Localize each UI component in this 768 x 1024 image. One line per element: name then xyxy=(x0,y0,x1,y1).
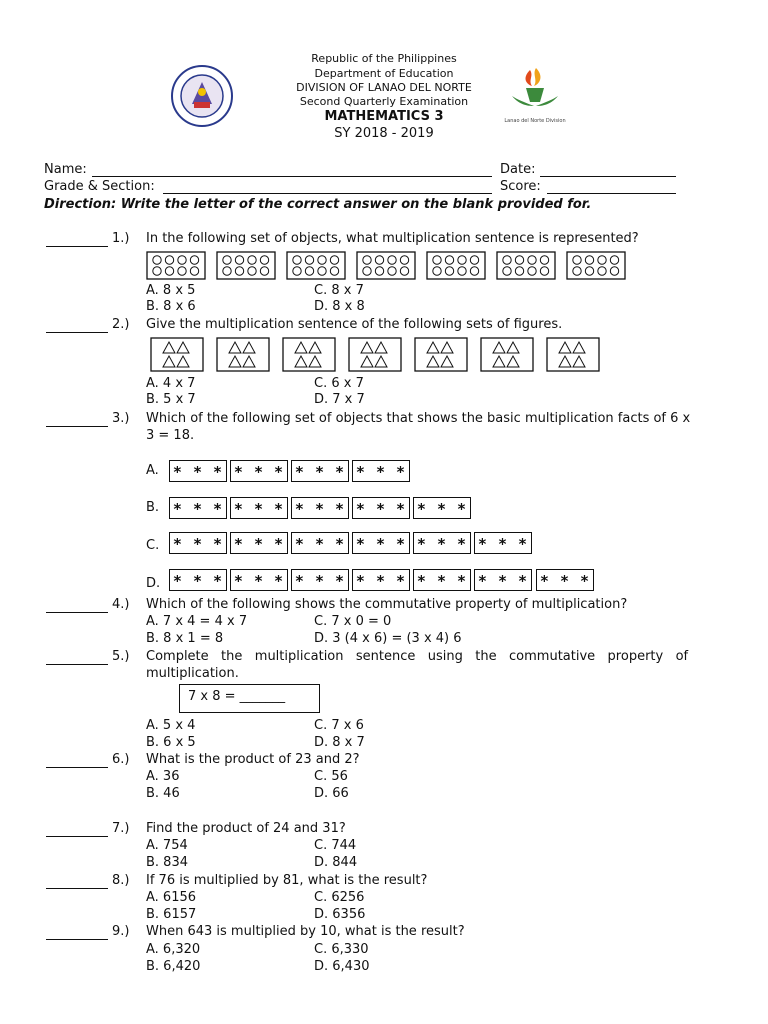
triangle-object xyxy=(361,342,373,353)
circle-object xyxy=(598,256,606,264)
q8-option-b: B. 6157 xyxy=(146,907,197,922)
q6-option-b: B. 46 xyxy=(146,786,180,801)
question-text-3-cont: 3 = 18. xyxy=(146,428,195,443)
triangle-object xyxy=(559,356,571,367)
triangle-object xyxy=(493,356,505,367)
circle-group-5 xyxy=(427,252,485,279)
circle-object xyxy=(433,256,441,264)
circle-object xyxy=(153,256,161,264)
circle-object xyxy=(248,256,256,264)
circle-object xyxy=(165,267,173,275)
q3-a-star-box: * * * xyxy=(352,460,410,482)
question-number-1: 1.) xyxy=(112,231,130,246)
q9-option-c: C. 6,330 xyxy=(314,942,369,957)
circle-object xyxy=(318,267,326,275)
triangle-object xyxy=(295,342,307,353)
circle-object xyxy=(400,256,408,264)
triangle-object xyxy=(229,342,241,353)
circle-object xyxy=(223,256,231,264)
q4-option-c: C. 7 x 0 = 0 xyxy=(314,614,392,629)
q4-option-a: A. 7 x 4 = 4 x 7 xyxy=(146,614,248,629)
q3-option-b: B. xyxy=(146,500,160,515)
circle-object xyxy=(503,267,511,275)
triangle-object xyxy=(441,356,453,367)
triangle-object xyxy=(427,356,439,367)
score-label: Score: xyxy=(500,179,541,194)
circle-object xyxy=(190,267,198,275)
question-number-8: 8.) xyxy=(112,873,130,888)
circle-object xyxy=(363,267,371,275)
circle-object xyxy=(470,256,478,264)
q8-option-a: A. 6156 xyxy=(146,890,197,905)
q1-option-b: B. 8 x 6 xyxy=(146,299,196,314)
circle-object xyxy=(528,256,536,264)
answer-blank-7[interactable] xyxy=(46,836,108,837)
triangle-object xyxy=(441,342,453,353)
q3-b-star-box: * * * xyxy=(291,497,349,519)
q3-d-star-box: * * * xyxy=(474,569,532,591)
q5-option-c: C. 7 x 6 xyxy=(314,718,364,733)
answer-blank-3[interactable] xyxy=(46,426,108,427)
q7-option-c: C. 744 xyxy=(314,838,357,853)
triangle-group-4 xyxy=(349,338,401,371)
q3-b-star-box: * * * xyxy=(230,497,288,519)
q3-c-star-box: * * * xyxy=(474,532,532,554)
q3-d-star-box: * * * xyxy=(169,569,227,591)
question-text-4: Which of the following shows the commutative property of multiplication? xyxy=(146,597,628,612)
answer-blank-9[interactable] xyxy=(46,939,108,940)
circle-object xyxy=(375,256,383,264)
circle-object xyxy=(540,267,548,275)
question-text-5-cont: multiplication. xyxy=(146,666,239,681)
q6-option-d: D. 66 xyxy=(314,786,349,801)
q6-option-a: A. 36 xyxy=(146,769,180,784)
q9-option-a: A. 6,320 xyxy=(146,942,201,957)
circle-object xyxy=(458,267,466,275)
circle-object xyxy=(515,256,523,264)
triangle-object xyxy=(309,342,321,353)
circle-object xyxy=(318,256,326,264)
circle-group-7 xyxy=(567,252,625,279)
answer-blank-1[interactable] xyxy=(46,246,108,247)
question-text-9: When 643 is multiplied by 10, what is the result? xyxy=(146,924,465,939)
q5-option-d: D. 8 x 7 xyxy=(314,735,365,750)
q2-option-d: D. 7 x 7 xyxy=(314,392,365,407)
circle-object xyxy=(388,267,396,275)
name-label: Name: xyxy=(44,162,87,177)
question-text-8: If 76 is multiplied by 81, what is the result? xyxy=(146,873,428,888)
q3-c-star-box: * * * xyxy=(413,532,471,554)
triangle-object xyxy=(295,356,307,367)
q7-option-a: A. 754 xyxy=(146,838,188,853)
circle-object xyxy=(375,267,383,275)
q2-option-a: A. 4 x 7 xyxy=(146,376,196,391)
q7-option-d: D. 844 xyxy=(314,855,358,870)
circle-object xyxy=(433,267,441,275)
triangle-group-1 xyxy=(151,338,203,371)
circle-object xyxy=(305,256,313,264)
answer-blank-5[interactable] xyxy=(46,664,108,665)
circle-group-6 xyxy=(497,252,555,279)
triangle-object xyxy=(573,356,585,367)
q3-b-star-box: * * * xyxy=(169,497,227,519)
question-number-2: 2.) xyxy=(112,317,130,332)
q3-c-star-box: * * * xyxy=(169,532,227,554)
q3-d-star-box: * * * xyxy=(536,569,594,591)
question-number-4: 4.) xyxy=(112,597,130,612)
circle-object xyxy=(528,267,536,275)
grade-section-label: Grade & Section: xyxy=(44,179,155,194)
direction-text: Direction: Write the letter of the correct answer on the blank provided for. xyxy=(44,197,592,212)
circle-object xyxy=(248,267,256,275)
q6-option-c: C. 56 xyxy=(314,769,348,784)
triangle-object xyxy=(375,356,387,367)
circle-object xyxy=(260,256,268,264)
circle-object xyxy=(260,267,268,275)
triangle-group-6 xyxy=(481,338,533,371)
circle-object xyxy=(235,267,243,275)
question-number-9: 9.) xyxy=(112,924,130,939)
question-number-3: 3.) xyxy=(112,411,130,426)
circle-object xyxy=(470,267,478,275)
triangle-object xyxy=(243,342,255,353)
q3-option-a: A. xyxy=(146,463,159,478)
question-number-5: 5.) xyxy=(112,649,130,664)
triangle-object xyxy=(309,356,321,367)
q1-option-c: C. 8 x 7 xyxy=(314,283,364,298)
q4-option-d: D. 3 (4 x 6) = (3 x 4) 6 xyxy=(314,631,462,646)
circle-object xyxy=(610,267,618,275)
triangle-object xyxy=(573,342,585,353)
circle-object xyxy=(610,256,618,264)
circle-object xyxy=(540,256,548,264)
q1-option-a: A. 8 x 5 xyxy=(146,283,196,298)
q3-d-star-box: * * * xyxy=(291,569,349,591)
circle-object xyxy=(515,267,523,275)
q2-option-b: B. 5 x 7 xyxy=(146,392,196,407)
circle-object xyxy=(573,267,581,275)
question-text-5: Complete the multiplication sentence using the commutative property of xyxy=(146,649,689,664)
q8-option-d: D. 6356 xyxy=(314,907,366,922)
q2-option-c: C. 6 x 7 xyxy=(314,376,364,391)
circle-object xyxy=(223,267,231,275)
grade-section-blank[interactable] xyxy=(163,193,492,194)
question-number-7: 7.) xyxy=(112,821,130,836)
q3-a-star-box: * * * xyxy=(291,460,349,482)
triangle-object xyxy=(177,342,189,353)
triangle-group-7 xyxy=(547,338,599,371)
q9-option-d: D. 6,430 xyxy=(314,959,370,974)
circle-object xyxy=(305,267,313,275)
header-line-1: Republic of the Philippines xyxy=(311,52,457,65)
circle-object xyxy=(293,267,301,275)
division-logo-text: Lanao del Norte Division xyxy=(504,118,566,124)
circle-object xyxy=(400,267,408,275)
answer-blank-8[interactable] xyxy=(46,888,108,889)
circle-object xyxy=(165,256,173,264)
circle-group-3 xyxy=(287,252,345,279)
circle-object xyxy=(585,256,593,264)
q3-c-star-box: * * * xyxy=(352,532,410,554)
triangle-object xyxy=(361,356,373,367)
header-line-4: Second Quarterly Examination xyxy=(299,95,469,108)
circle-object xyxy=(235,256,243,264)
q3-d-star-box: * * * xyxy=(413,569,471,591)
q2-figure-triangles xyxy=(150,337,610,373)
date-blank[interactable] xyxy=(540,176,676,177)
q3-b-star-box: * * * xyxy=(413,497,471,519)
triangle-object xyxy=(375,342,387,353)
circle-group-1 xyxy=(147,252,205,279)
question-number-6: 6.) xyxy=(112,752,130,767)
triangle-group-3 xyxy=(283,338,335,371)
triangle-object xyxy=(493,342,505,353)
header-line-3: DIVISION OF LANAO DEL NORTE xyxy=(296,81,472,94)
q3-d-star-box: * * * xyxy=(352,569,410,591)
q9-option-b: B. 6,420 xyxy=(146,959,201,974)
q8-option-c: C. 6256 xyxy=(314,890,365,905)
score-blank[interactable] xyxy=(547,193,676,194)
triangle-object xyxy=(229,356,241,367)
circle-object xyxy=(178,256,186,264)
circle-object xyxy=(330,256,338,264)
answer-blank-6[interactable] xyxy=(46,767,108,768)
circle-object xyxy=(190,256,198,264)
question-text-6: What is the product of 23 and 2? xyxy=(146,752,360,767)
triangle-object xyxy=(507,356,519,367)
answer-blank-2[interactable] xyxy=(46,332,108,333)
q3-c-star-box: * * * xyxy=(230,532,288,554)
circle-object xyxy=(503,256,511,264)
q3-a-star-box: * * * xyxy=(230,460,288,482)
circle-object xyxy=(330,267,338,275)
school-year: SY 2018 - 2019 xyxy=(334,126,434,141)
circle-object xyxy=(598,267,606,275)
circle-group-4 xyxy=(357,252,415,279)
q4-option-b: B. 8 x 1 = 8 xyxy=(146,631,224,646)
circle-object xyxy=(363,256,371,264)
name-blank[interactable] xyxy=(92,176,492,177)
q1-option-d: D. 8 x 8 xyxy=(314,299,365,314)
q3-option-c: C. xyxy=(146,538,160,553)
q3-a-star-box: * * * xyxy=(169,460,227,482)
triangle-group-5 xyxy=(415,338,467,371)
triangle-object xyxy=(163,342,175,353)
circle-object xyxy=(445,256,453,264)
question-text-3: Which of the following set of objects that shows the basic multiplication facts of 6 x xyxy=(146,411,691,426)
question-text-2: Give the multiplication sentence of the following sets of figures. xyxy=(146,317,563,332)
circle-object xyxy=(573,256,581,264)
triangle-object xyxy=(163,356,175,367)
question-text-7: Find the product of 24 and 31? xyxy=(146,821,346,836)
q3-d-star-box: * * * xyxy=(230,569,288,591)
circle-group-2 xyxy=(217,252,275,279)
triangle-object xyxy=(507,342,519,353)
q5-option-a: A. 5 x 4 xyxy=(146,718,196,733)
subject-title: MATHEMATICS 3 xyxy=(324,109,444,124)
circle-object xyxy=(585,267,593,275)
q7-option-b: B. 834 xyxy=(146,855,188,870)
triangle-object xyxy=(559,342,571,353)
circle-object xyxy=(445,267,453,275)
date-label: Date: xyxy=(500,162,536,177)
circle-object xyxy=(178,267,186,275)
q5-sentence-text: 7 x 8 = _______ xyxy=(188,689,286,704)
circle-object xyxy=(153,267,161,275)
answer-blank-4[interactable] xyxy=(46,612,108,613)
q3-b-star-box: * * * xyxy=(352,497,410,519)
header-line-2: Department of Education xyxy=(314,67,454,80)
question-text-1: In the following set of objects, what multiplication sentence is represented? xyxy=(146,231,639,246)
q1-figure-circles xyxy=(146,251,636,281)
triangle-object xyxy=(427,342,439,353)
circle-object xyxy=(293,256,301,264)
q3-option-d: D. xyxy=(146,576,161,591)
circle-object xyxy=(458,256,466,264)
triangle-object xyxy=(177,356,189,367)
circle-object xyxy=(388,256,396,264)
q3-c-star-box: * * * xyxy=(291,532,349,554)
triangle-object xyxy=(243,356,255,367)
q5-option-b: B. 6 x 5 xyxy=(146,735,196,750)
triangle-group-2 xyxy=(217,338,269,371)
